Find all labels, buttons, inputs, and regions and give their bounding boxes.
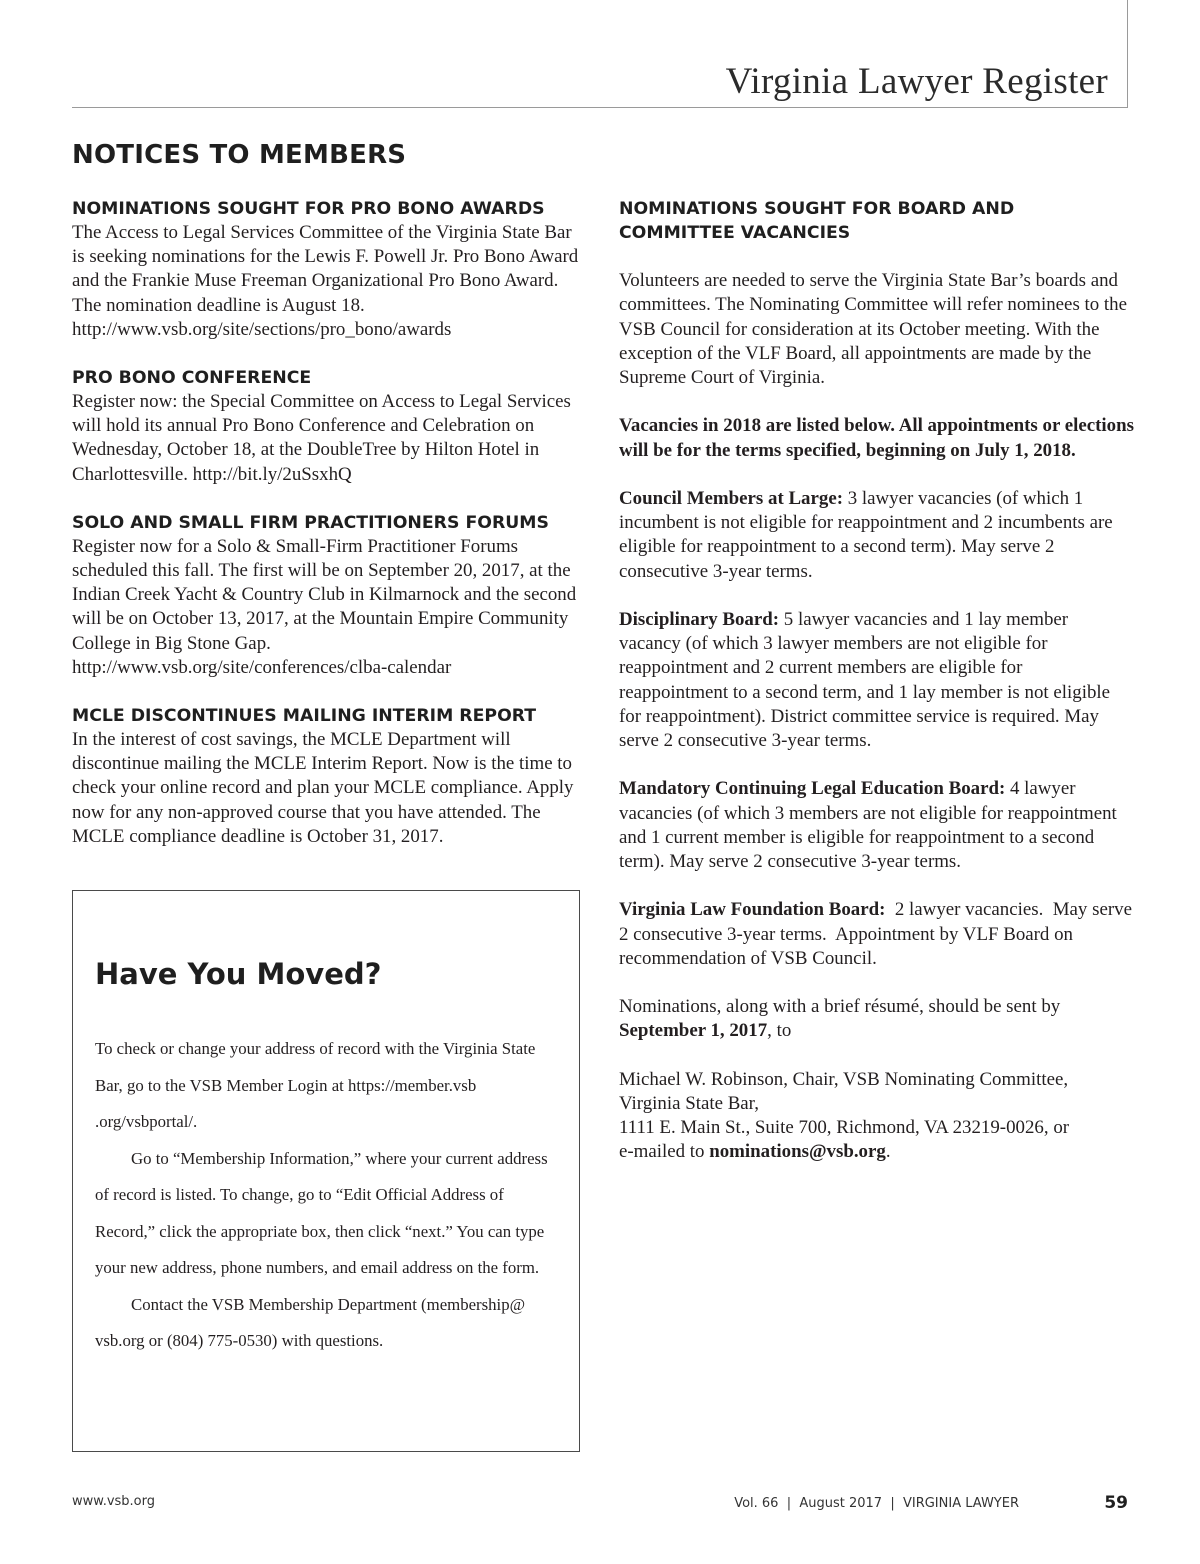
vacancy-label: Virginia Law Foundation Board: (619, 899, 886, 921)
nominations-tail: , to (767, 1020, 792, 1042)
article-heading: PRO BONO CONFERENCE (72, 368, 312, 389)
header-rule (72, 107, 1128, 108)
vacancy-label: Council Members at Large: (619, 487, 844, 509)
vacancy-mcle-board (619, 777, 1134, 874)
page-number: 59 (1104, 1493, 1128, 1513)
section-title: NOTICES TO MEMBERS (72, 140, 407, 170)
running-head: Virginia Lawyer Register (725, 61, 1108, 102)
board-vacancies-heading: NOMINATIONS SOUGHT FOR BOARD AND COMMITTEE VACANCIES (619, 199, 1015, 243)
vacancies-intro: Volunteers are needed to serve the Virginia State Bar’s boards and committees. The Nominating Committee will refer nominees to the VSB Council for consideration at its October meeting. With the exception of the VLF Board, all appointments are made by the Supreme Court of Virginia. (619, 270, 1128, 388)
contact-line: 1111 E. Main St., Suite 700, Richmond, VA 23219-0026, or (619, 1117, 1070, 1139)
footer-website-link[interactable]: www.vsb.org (72, 1494, 156, 1509)
have-you-moved-box (72, 890, 580, 1452)
vacancy-label: Disciplinary Board: (619, 608, 780, 630)
vacancy-text: 3 lawyer vacancies (of which 1 incumbent is not eligible for reappointment and 2 incumbents are eligible for reappointment to a second term). May serve 2 consecutive 3-year terms. (619, 487, 1113, 582)
contact-block (619, 1068, 1134, 1165)
article-heading: SOLO AND SMALL FIRM PRACTITIONERS FORUMS (72, 512, 549, 533)
contact-line: Virginia State Bar, (619, 1092, 759, 1114)
vacancy-text: 4 lawyer vacancies (of which 3 members are not eligible for reappointment and 1 current member is eligible for reappointment to a second term). May serve 2 consecutive 3-year terms. (619, 778, 1117, 872)
vacancy-text: 5 lawyer vacancies and 1 lay member vacancy (of which 3 lawyer members are not eligible for reappointment and 2 current members are eligible for reappointment to a second term, and 1 lay member is not eligible for reappointment). District committee service is required. May serve 2 consecutive 3-year terms. (619, 608, 1111, 751)
vacancy-vlf-board (619, 898, 1137, 971)
article-heading: MCLE DISCONTINUES MAILING INTERIM REPORT (72, 706, 537, 727)
contact-line: Michael W. Robinson, Chair, VSB Nominating Committee, (619, 1068, 1069, 1090)
moved-title: Have You Moved? (95, 957, 382, 991)
header-vertical-rule (1127, 0, 1128, 108)
right-column (619, 197, 1137, 1189)
article-body: Register now: the Special Committee on Access to Legal Services will hold its annual Pro Bono Conference and Celebration on Wednesday, October 18, at the DoubleTree by Hilton Hotel in Charlottesville. http://bit.ly/2uSsxhQ (72, 391, 571, 485)
nominations-text: Nominations, along with a brief résumé, should be sent by (619, 996, 1061, 1018)
article-body: The Access to Legal Services Committee of the Virginia State Bar is seeking nominations for the Lewis F. Powell Jr. Pro Bono Award and the Frankie Muse Freeman Organizational Pro Bono Award. The nomination deadline is August 18. http://www.vsb.org/site/sections/pro_bono/awards (72, 222, 579, 340)
article-solo-forums (72, 511, 584, 680)
footer-issue-info: Vol. 66 | August 2017 | VIRGINIA LAWYER (734, 1496, 1019, 1511)
contact-prefix: e-mailed to (619, 1141, 710, 1163)
article-body: Register now for a Solo & Small-Firm Practitioner Forums scheduled this fall. The first will be on September 20, 2017, at the Indian Creek Yacht & Country Club in Kilmarnock and the second will be on October 13, 2017, at the Mountain Empire Community College in Big Stone Gap. http://www.vsb.org/site/conferences/clba-calendar (72, 535, 577, 678)
contact-line (619, 1140, 1134, 1164)
vacancy-text: 2 lawyer vacancies. May serve 2 consecutive 3-year terms. Appointment by VLF Board on recommendation of VSB Council. (619, 899, 1137, 969)
article-body: In the interest of cost savings, the MCLE Department will discontinue mailing the MCLE Interim Report. Now is the time to check your online record and plan your MCLE compliance. Apply now for any non-approved course that you have attended. The MCLE compliance deadline is October 31, 2017. (72, 729, 574, 847)
article-mcle-report (72, 704, 584, 849)
vacancy-disciplinary (619, 608, 1134, 753)
moved-paragraph: Go to “Membership Information,” where your current address of record is listed. To change, go to “Edit Official Address of Record,” click the appropriate box, then click “next.” You can type your new address, phone numbers, and email address on the form. (95, 1148, 548, 1277)
vacancies-note: Vacancies in 2018 are listed below. All appointments or elections will be for the terms specified, beginning on July 1, 2018. (619, 415, 1134, 461)
article-pro-bono-awards (72, 197, 584, 342)
article-pro-bono-conference (72, 366, 584, 487)
moved-text (95, 1031, 557, 1360)
moved-paragraph: To check or change your address of record with the Virginia State Bar, go to the VSB Member Login at https://member.vsb .org/vsbportal/. (95, 1039, 536, 1131)
article-heading: NOMINATIONS SOUGHT FOR PRO BONO AWARDS (72, 199, 545, 219)
contact-suffix: . (885, 1141, 891, 1163)
nominations-deadline (619, 995, 1134, 1043)
vacancy-council (619, 487, 1134, 584)
moved-paragraph: Contact the VSB Membership Department (membership@ vsb.org or (804) 775-0530) with questions. (95, 1294, 526, 1350)
vacancy-label: Mandatory Continuing Legal Education Board: (619, 778, 1006, 800)
deadline-date: September 1, 2017 (619, 1020, 768, 1042)
nominations-email-link[interactable]: nominations@vsb.org (709, 1141, 886, 1163)
left-column (72, 197, 584, 873)
